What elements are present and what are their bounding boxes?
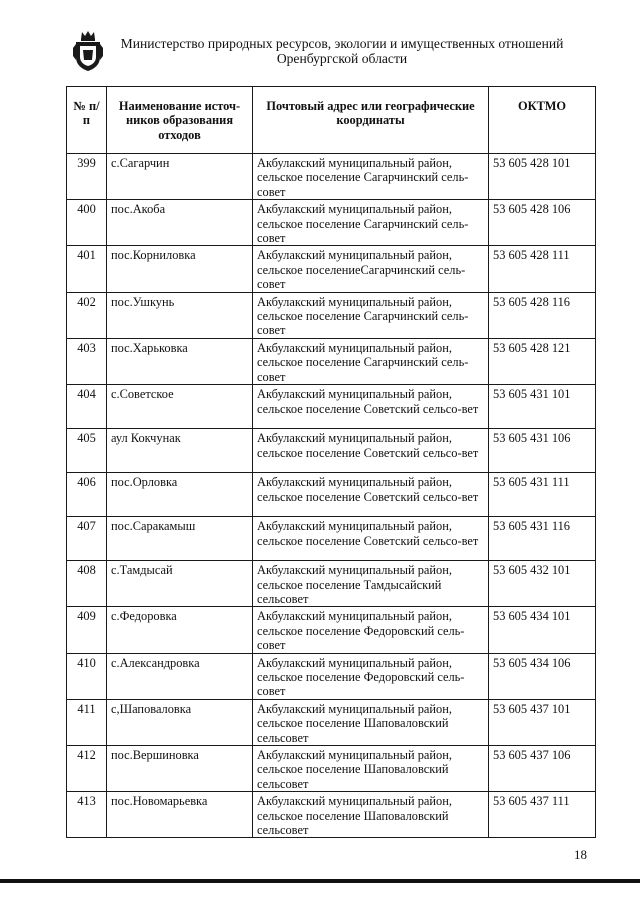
source-oktmo: 53 605 428 101 bbox=[489, 154, 596, 200]
source-oktmo: 53 605 437 111 bbox=[489, 792, 596, 838]
source-address: Акбулакский муниципальный район, сельское поселение Сагарчинский сель-совет bbox=[253, 338, 489, 384]
source-address: Акбулакский муниципальный район, сельское поселениеСагарчинский сель-совет bbox=[253, 246, 489, 292]
table-row bbox=[67, 246, 596, 292]
source-address: Акбулакский муниципальный район, сельское поселение Сагарчинский сель-совет bbox=[253, 154, 489, 200]
source-oktmo: 53 605 428 121 bbox=[489, 338, 596, 384]
source-oktmo: 53 605 434 101 bbox=[489, 607, 596, 653]
row-number: 406 bbox=[67, 473, 107, 517]
source-name: с.Тамдысай bbox=[107, 561, 253, 607]
source-name: пос.Акоба bbox=[107, 200, 253, 246]
source-address: Акбулакский муниципальный район, сельское поселение Тамдысайский сельсовет bbox=[253, 561, 489, 607]
row-number: 400 bbox=[67, 200, 107, 246]
table-row bbox=[67, 200, 596, 246]
source-oktmo: 53 605 431 111 bbox=[489, 473, 596, 517]
source-name: аул Кокчунак bbox=[107, 429, 253, 473]
column-header-address: Почтовый адрес или географические координаты bbox=[253, 87, 489, 154]
row-number: 408 bbox=[67, 561, 107, 607]
table-row bbox=[67, 653, 596, 699]
row-number: 401 bbox=[67, 246, 107, 292]
source-oktmo: 53 605 431 116 bbox=[489, 517, 596, 561]
row-number: 405 bbox=[67, 429, 107, 473]
row-number: 404 bbox=[67, 385, 107, 429]
row-number: 407 bbox=[67, 517, 107, 561]
table-row bbox=[67, 561, 596, 607]
coat-of-arms-icon bbox=[72, 30, 104, 72]
source-oktmo: 53 605 431 106 bbox=[489, 429, 596, 473]
source-address: Акбулакский муниципальный район, сельское поселение Федоровский сель-совет bbox=[253, 653, 489, 699]
table-row bbox=[67, 429, 596, 473]
source-address: Акбулакский муниципальный район, сельское поселение Шаповаловский сельсовет bbox=[253, 792, 489, 838]
source-name: пос.Харьковка bbox=[107, 338, 253, 384]
source-address: Акбулакский муниципальный район, сельское поселение Федоровский сель-совет bbox=[253, 607, 489, 653]
table-row bbox=[67, 745, 596, 791]
table-row bbox=[67, 154, 596, 200]
source-oktmo: 53 605 428 111 bbox=[489, 246, 596, 292]
column-header-num: № п/п bbox=[67, 87, 107, 154]
source-address: Акбулакский муниципальный район, сельское поселение Сагарчинский сель-совет bbox=[253, 292, 489, 338]
bottom-rule bbox=[0, 879, 640, 883]
source-oktmo: 53 605 437 101 bbox=[489, 699, 596, 745]
source-oktmo: 53 605 431 101 bbox=[489, 385, 596, 429]
row-number: 413 bbox=[67, 792, 107, 838]
source-oktmo: 53 605 428 116 bbox=[489, 292, 596, 338]
source-name: пос.Новомарьевка bbox=[107, 792, 253, 838]
source-address: Акбулакский муниципальный район, сельское поселение Советский сельсо-вет bbox=[253, 385, 489, 429]
source-name: пос.Саракамыш bbox=[107, 517, 253, 561]
source-oktmo: 53 605 428 106 bbox=[489, 200, 596, 246]
source-name: пос.Орловка bbox=[107, 473, 253, 517]
table-row bbox=[67, 607, 596, 653]
table-row bbox=[67, 292, 596, 338]
document-header bbox=[112, 36, 572, 66]
table-row bbox=[67, 517, 596, 561]
source-name: пос.Вершиновка bbox=[107, 745, 253, 791]
row-number: 412 bbox=[67, 745, 107, 791]
row-number: 409 bbox=[67, 607, 107, 653]
source-address: Акбулакский муниципальный район, сельское поселение Советский сельсо-вет bbox=[253, 517, 489, 561]
source-oktmo: 53 605 437 106 bbox=[489, 745, 596, 791]
source-name: с.Федоровка bbox=[107, 607, 253, 653]
source-name: с.Александровка bbox=[107, 653, 253, 699]
row-number: 411 bbox=[67, 699, 107, 745]
waste-sources-table bbox=[66, 86, 596, 838]
page-number: 18 bbox=[574, 847, 587, 862]
source-address: Акбулакский муниципальный район, сельское поселение Шаповаловский сельсовет bbox=[253, 699, 489, 745]
column-header-oktmo: ОКТМО bbox=[489, 87, 596, 154]
table-row bbox=[67, 338, 596, 384]
source-address: Акбулакский муниципальный район, сельское поселение Сагарчинский сель-совет bbox=[253, 200, 489, 246]
source-address: Акбулакский муниципальный район, сельское поселение Советский сельсо-вет bbox=[253, 429, 489, 473]
row-number: 410 bbox=[67, 653, 107, 699]
source-address: Акбулакский муниципальный район, сельское поселение Шаповаловский сельсовет bbox=[253, 745, 489, 791]
table-row bbox=[67, 792, 596, 838]
source-address: Акбулакский муниципальный район, сельское поселение Советский сельсо-вет bbox=[253, 473, 489, 517]
region-name: Оренбургской области bbox=[276, 51, 408, 66]
source-oktmo: 53 605 432 101 bbox=[489, 561, 596, 607]
source-name: пос.Ушкунь bbox=[107, 292, 253, 338]
row-number: 402 bbox=[67, 292, 107, 338]
ministry-name: Министерство природных ресурсов, экологии и имущественных отношений bbox=[120, 36, 564, 51]
source-oktmo: 53 605 434 106 bbox=[489, 653, 596, 699]
source-name: с,Шаповаловка bbox=[107, 699, 253, 745]
column-header-name: Наименование источ-ников образования отходов bbox=[107, 87, 253, 154]
table-row bbox=[67, 385, 596, 429]
table-row bbox=[67, 699, 596, 745]
row-number: 403 bbox=[67, 338, 107, 384]
source-name: с.Советское bbox=[107, 385, 253, 429]
table-row bbox=[67, 473, 596, 517]
source-name: пос.Корниловка bbox=[107, 246, 253, 292]
table-header-row bbox=[67, 87, 596, 154]
source-name: с.Сагарчин bbox=[107, 154, 253, 200]
row-number: 399 bbox=[67, 154, 107, 200]
